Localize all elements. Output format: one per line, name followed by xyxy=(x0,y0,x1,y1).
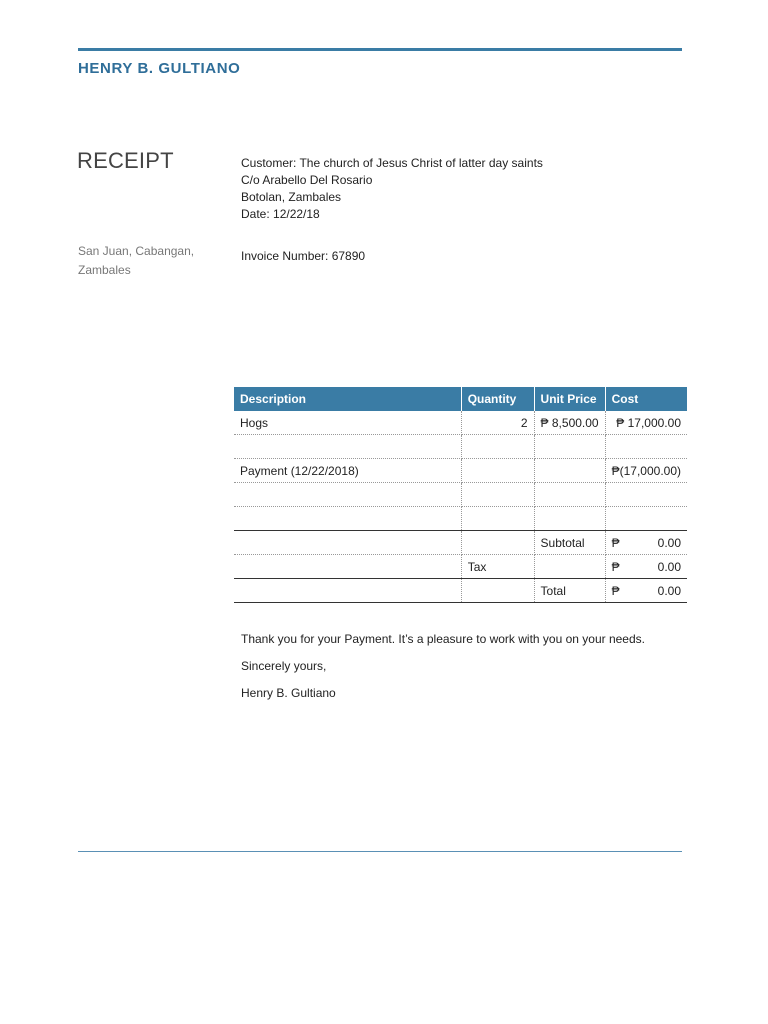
row-description xyxy=(234,435,461,459)
sender-name: HENRY B. GULTIANO xyxy=(78,60,241,77)
sender-address-line1: San Juan, Cabangan, xyxy=(78,244,195,258)
tax-value: 0.00 xyxy=(657,559,681,574)
closing-notes xyxy=(241,632,645,713)
table-row xyxy=(234,435,687,459)
table-row xyxy=(234,483,687,507)
subtotal-value: 0.00 xyxy=(657,535,681,550)
sender-address xyxy=(78,242,228,280)
header-unit-price: Unit Price xyxy=(534,387,605,411)
row-unit-price: ₱ 8,500.00 xyxy=(534,411,605,435)
sender-address-line2: Zambales xyxy=(78,263,131,277)
items-table xyxy=(234,387,687,603)
row-description: Hogs xyxy=(234,411,461,435)
header-description: Description xyxy=(234,387,461,411)
customer-block xyxy=(241,155,543,223)
subtotal-row xyxy=(234,531,687,555)
total-label: Total xyxy=(534,579,605,603)
row-cost: ₱ 17,000.00 xyxy=(605,411,687,435)
table-row xyxy=(234,507,687,531)
receipt-date: Date: 12/22/18 xyxy=(241,207,320,221)
table-row xyxy=(234,411,687,435)
row-description: Payment (12/22/2018) xyxy=(234,459,461,483)
tax-currency: ₱ xyxy=(611,559,620,574)
subtotal-label: Subtotal xyxy=(534,531,605,555)
table-row xyxy=(234,459,687,483)
customer-care-of: C/o Arabello Del Rosario xyxy=(241,173,373,187)
header-quantity: Quantity xyxy=(461,387,534,411)
document-title: RECEIPT xyxy=(77,148,174,173)
customer-address: Botolan, Zambales xyxy=(241,190,342,204)
signature-name: Henry B. Gultiano xyxy=(241,686,336,700)
top-divider xyxy=(78,48,682,51)
header-cost: Cost xyxy=(605,387,687,411)
total-currency: ₱ xyxy=(611,583,620,598)
table-header-row xyxy=(234,387,687,411)
bottom-divider xyxy=(78,851,682,852)
total-row xyxy=(234,579,687,603)
invoice-number: Invoice Number: 67890 xyxy=(241,249,366,263)
row-quantity: 2 xyxy=(461,411,534,435)
tax-row xyxy=(234,555,687,579)
row-cost: ₱(17,000.00) xyxy=(605,459,687,483)
closing-salutation: Sincerely yours, xyxy=(241,659,327,673)
tax-label: Tax xyxy=(461,555,534,579)
thank-you-note: Thank you for your Payment. It’s a pleasure to work with you on your needs. xyxy=(241,632,645,646)
subtotal-currency: ₱ xyxy=(611,535,620,550)
total-value: 0.00 xyxy=(657,583,681,598)
customer-name: Customer: The church of Jesus Christ of latter day saints xyxy=(241,156,543,170)
